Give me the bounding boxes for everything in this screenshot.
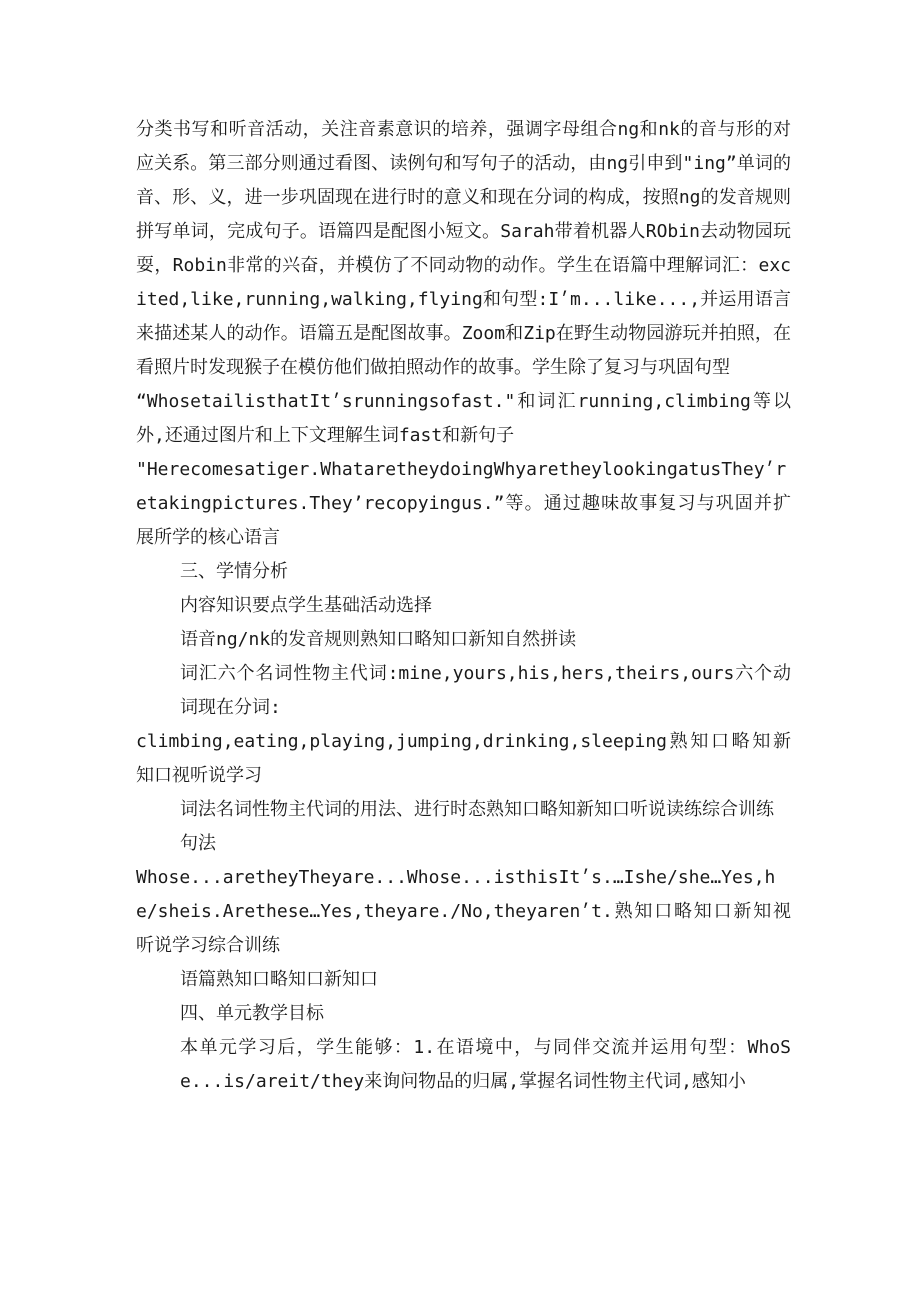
body-paragraph: 语篇熟知口略知口新知口 bbox=[180, 969, 378, 990]
body-paragraph: 内容知识要点学生基础活动选择 bbox=[180, 595, 432, 616]
body-paragraph: “WhosetailisthatIt׳srunningsofast."和词汇running,climbing等以外,还通过图片和上下文理解生词fast和新句子 bbox=[136, 391, 791, 446]
body-paragraph: climbing,eating,playing,jumping,drinking,sleeping熟知口略知新知口视听说学习 bbox=[136, 731, 791, 786]
body-paragraph: 词汇六个名词性物主代词:mine,yours,his,hers,theirs,ours六个动词现在分词: bbox=[180, 663, 791, 718]
section-heading: 三、学情分析 bbox=[180, 561, 288, 582]
body-paragraph: Whose...aretheyTheyare...Whose...isthisIt׳s.…Ishe/she…Yes,he/sheis.Arethese…Yes,theyare./No,theyaren׳t.熟知口略知口新知视听说学习综合训练 bbox=[136, 867, 791, 956]
document-body bbox=[136, 113, 791, 1099]
body-paragraph: 句法 bbox=[180, 833, 216, 854]
body-paragraph: 本单元学习后，学生能够：1.在语境中，与同伴交流并运用句型：WhoSe...is/areit/they来询问物品的归属,掌握名词性物主代词,感知小 bbox=[180, 1037, 791, 1092]
body-paragraph: "Herecomesatiger.WhataretheydoingWhyaretheylookingatusThey׳retakingpictures.They’recopyingus.”等。通过趣味故事复习与巩固并扩展所学的核心语言 bbox=[136, 459, 791, 548]
section-heading: 四、单元教学目标 bbox=[180, 1003, 324, 1024]
body-paragraph: 分类书写和听音活动，关注音素意识的培养，强调字母组合ng和nk的音与形的对应关系。第三部分则通过看图、读例句和写句子的活动，由ng引申到"ing”单词的音、形、义，进一步巩固现在进行时的意义和现在分词的构成，按照ng的发音规则拼写单词，完成句子。语篇四是配图小短文。Sarah带着机器人RObin去动物园玩耍，Robin非常的兴奋，并模仿了不同动物的动作。学生在语篇中理解词汇：excited,like,running,walking,flying和句型:I׳m...like...,并运用语言来描述某人的动作。语篇五是配图故事。Zoom和Zip在野生动物园游玩并拍照，在看照片时发现猴子在模仿他们做拍照动作的故事。学生除了复习与巩固句型 bbox=[136, 119, 791, 378]
body-paragraph: 词法名词性物主代词的用法、进行时态熟知口略知新知口听说读练综合训练 bbox=[180, 799, 774, 820]
body-paragraph: 语音ng/nk的发音规则熟知口略知口新知自然拼读 bbox=[180, 629, 577, 650]
